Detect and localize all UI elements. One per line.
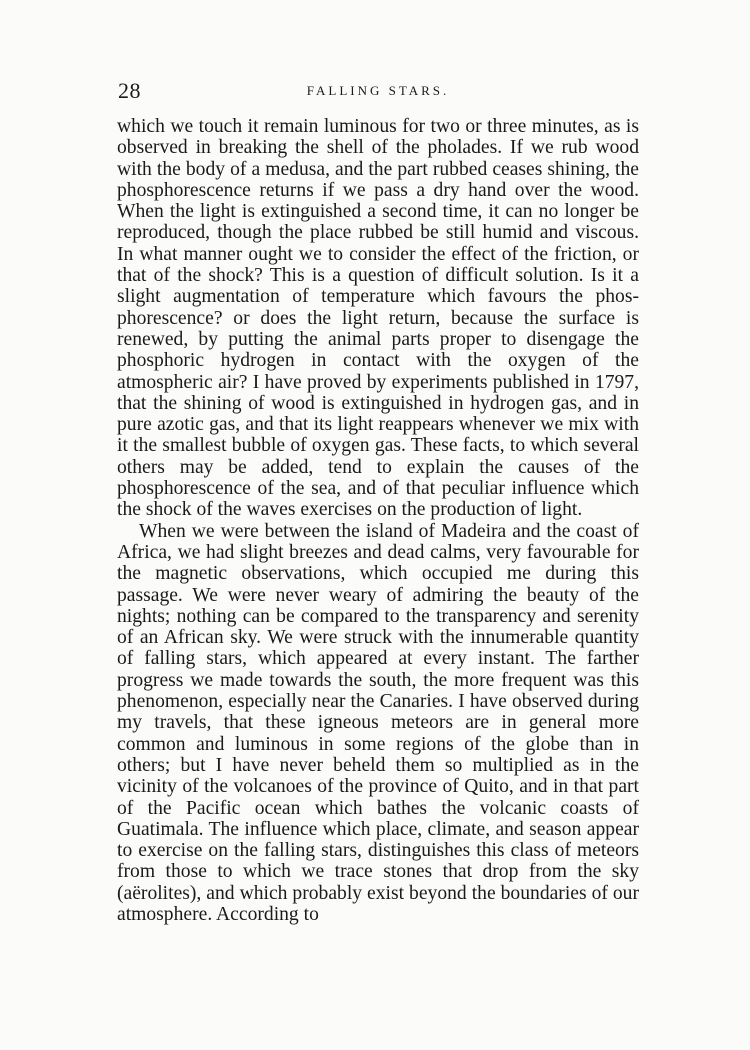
body-text <box>117 116 639 925</box>
running-head: FALLING STARS. <box>306 83 450 98</box>
paragraph-falling-stars: When we were between the island of Madeira and the coast of Africa, we had slight breezes and dead calms, very favourable for the magnetic observations, which occupied me during this passage. We were never weary of admiring the beauty of the nights; nothing can be compared to the transparency and serenity of an African sky. We were struck with the innumerable quantity of falling stars, which appeared at every instant. The farther progress we made towards the south, the more frequent was this phenomenon, especially near the Canaries. I have observed during my travels, that these igneous meteors are in general more common and luminous in some regions of the globe than in others; but I have never beheld them so multiplied as in the vicinity of the volcanoes of the province of Quito, and in that part of the Pacific ocean which bathes the volcanic coasts of Guatimala. The influence which place, climate, and season appear to exercise on the falling stars, distinguishes this class of meteors from those to which we trace stones that drop from the sky (aërolites), and which probably exist beyond the boundaries of our atmosphere. According to <box>117 520 639 925</box>
paragraph-continued: which we touch it remain luminous for two or three minutes, as is observed in breaking the shell of the pholades. If we rub wood with the body of a medusa, and the part rubbed ceases shining, the phosphorescence returns if we pass a dry hand over the wood. When the light is extinguished a second time, it can no longer be reproduced, though the place rubbed be still humid and viscous. In what manner ought we to consider the effect of the friction, or that of the shock? This is a question of difficult solution. Is it a slight augmentation of temperature which favours the phosphorescence? or does the light return, because the surface is renewed, by putting the animal parts proper to disengage the phosphoric hydrogen in contact with the oxygen of the atmospheric air? I have proved by experiments published in 1797, that the shining of wood is extinguished in hydrogen gas, and in pure azotic gas, and that its light reappears whenever we mix with it the smallest bubble of oxygen gas. These facts, to which several others may be added, tend to explain the causes of the phosphorescence of the sea, and of that peculiar influence which the shock of the waves exercises on the production of light. <box>117 116 639 521</box>
page-number: 28 <box>118 78 141 103</box>
page-header <box>118 78 638 104</box>
